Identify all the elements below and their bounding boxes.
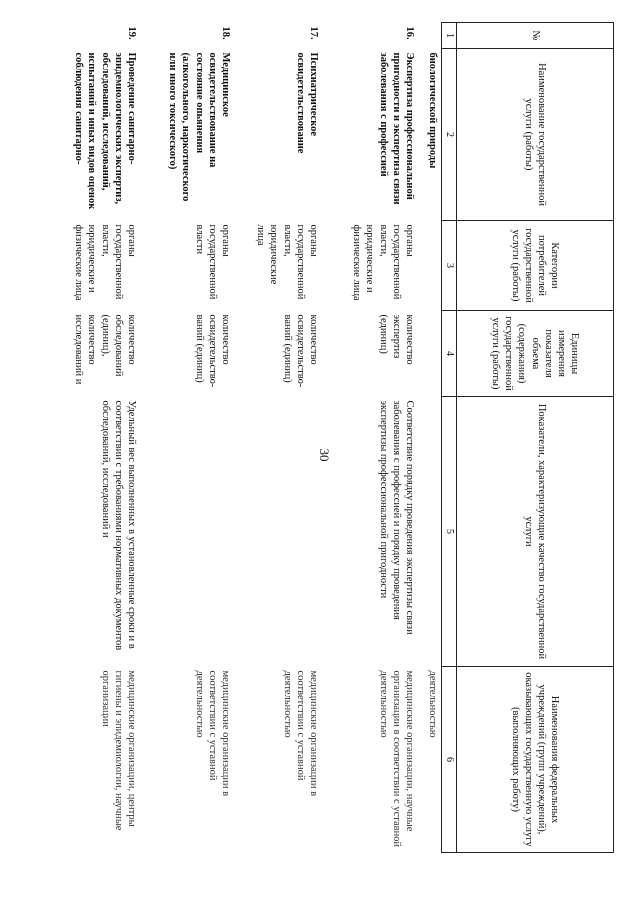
page-number: 30 bbox=[317, 448, 332, 462]
column-number: 4 bbox=[442, 311, 457, 397]
quality-indicators bbox=[144, 397, 238, 667]
services-table-sheet bbox=[73, 22, 614, 852]
table-row bbox=[144, 23, 238, 853]
quality-indicators: Соответствие порядку проведения экспертизы связи заболевания с профессией и порядку проведения экспертизы профессиональной пригодности bbox=[377, 400, 415, 635]
header-volume-units: Единицы измерения показателя объема (содержания) государственной услуги (работы) bbox=[457, 311, 614, 397]
consumer-categories: органы государственной власти, юридические лица bbox=[255, 224, 319, 300]
consumer-categories: органы государственной власти bbox=[193, 224, 231, 300]
table-row bbox=[52, 23, 144, 853]
volume-units: количество обследований (единиц), количество исследований и bbox=[73, 314, 137, 385]
row-number: 19. bbox=[125, 26, 137, 40]
table-row bbox=[326, 23, 422, 853]
column-number: 1 bbox=[442, 23, 457, 49]
service-name: Медицинское освидетельствование на состояние опьянения (алкогольного, наркотического или иного токсического) bbox=[167, 52, 231, 202]
service-name: Психиатрическое освидетельствование bbox=[294, 52, 319, 154]
continued-service-name: биологической природы bbox=[427, 52, 438, 169]
row-number: 18. bbox=[219, 26, 231, 40]
column-number: 3 bbox=[442, 221, 457, 311]
column-number: 2 bbox=[442, 49, 457, 221]
table-row bbox=[238, 23, 326, 853]
header-service-name: Наименование государственной услуги (работы) bbox=[457, 49, 614, 221]
quality-indicators: Удельный вес выполненных в установленные сроки и в соответствии с требованиями нормативных документов обследований, исследований и bbox=[99, 400, 137, 651]
volume-units: количество освидетельство-ваний (единиц) bbox=[193, 314, 231, 388]
column-number: 6 bbox=[442, 667, 457, 853]
header-quality-indicators: Показатели, характеризующие качество государственной услуги bbox=[457, 397, 614, 667]
column-number: 5 bbox=[442, 397, 457, 667]
continuation-row bbox=[422, 23, 442, 853]
table-header-row bbox=[457, 23, 614, 853]
header-institutions: Наименования федеральных учреждений (групп учреждений), оказывающих государственную услугу (выполняющих работу) bbox=[457, 667, 614, 853]
services-table bbox=[52, 22, 614, 853]
continued-institutions: деятельностью bbox=[427, 670, 438, 738]
quality-indicators bbox=[238, 397, 326, 667]
volume-units: количество освидетельство-ваний (единиц) bbox=[281, 314, 319, 388]
institutions: медицинские организации в соответствии с уставной деятельностью bbox=[281, 670, 319, 797]
service-name: Экспертиза профессиональной пригодности и экспертиза связи заболевания с профессией bbox=[377, 52, 415, 205]
volume-units: количество экспертиз (единиц) bbox=[377, 314, 415, 365]
row-number: 16. bbox=[403, 26, 415, 40]
institutions: медицинские организации, центры гигиены и эпидемиологии, научные организации bbox=[99, 670, 137, 831]
institutions: медицинские организации в соответствии с уставной деятельностью bbox=[193, 670, 231, 797]
consumer-categories: органы государственной власти, юридические и физические лица bbox=[73, 224, 137, 301]
column-numbers-row bbox=[442, 23, 457, 853]
row-number: 17. bbox=[307, 26, 319, 40]
header-number: № bbox=[457, 23, 614, 49]
header-consumer-categories: Категории потребителей государственной услуги (работы) bbox=[457, 221, 614, 311]
institutions: медицинские организации, научные организации в соответствии с уставной деятельностью bbox=[377, 670, 415, 848]
service-name: Проведение санитарно-эпидемиологических экспертиз, обследований, исследований, испытаний и иных видов оценок соблюдения санитарно- bbox=[73, 52, 137, 210]
consumer-categories: органы государственной власти, юридические и физические лица bbox=[351, 224, 415, 301]
